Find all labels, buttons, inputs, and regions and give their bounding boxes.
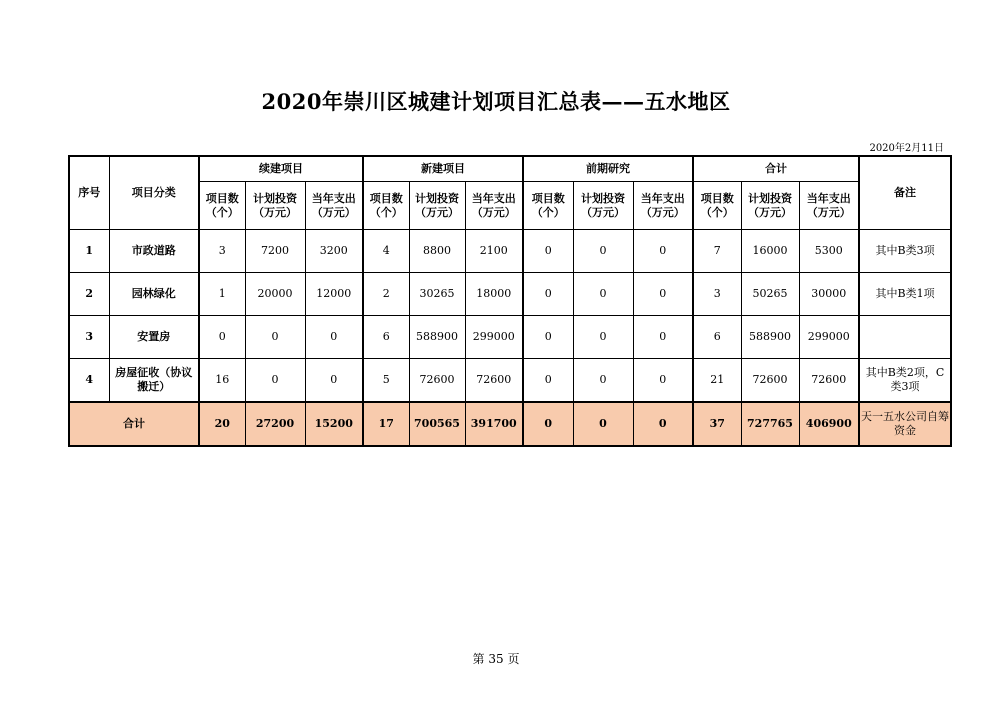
- row-value: 0: [633, 359, 693, 403]
- row-remark: [859, 316, 951, 359]
- row-value: 16000: [741, 230, 799, 273]
- row-value: 0: [573, 273, 633, 316]
- row-value: 72600: [465, 359, 523, 403]
- row-value: 12000: [305, 273, 363, 316]
- row-value: 0: [199, 316, 245, 359]
- row-value: 72600: [799, 359, 859, 403]
- group-header-continuing: 续建项目: [199, 156, 363, 182]
- sub-header-count: 项目数（个）: [199, 182, 245, 230]
- row-value: 5: [363, 359, 409, 403]
- sub-header-spend: 当年支出（万元）: [799, 182, 859, 230]
- row-category: 房屋征收（协议搬迁）: [109, 359, 199, 403]
- total-label: 合计: [69, 402, 199, 446]
- sub-header-plan: 计划投资（万元）: [245, 182, 305, 230]
- total-value: 727765: [741, 402, 799, 446]
- table-row: [69, 359, 951, 403]
- row-seq: 2: [69, 273, 109, 316]
- total-value: 700565: [409, 402, 465, 446]
- total-value: 0: [633, 402, 693, 446]
- row-value: 5300: [799, 230, 859, 273]
- row-value: 7200: [245, 230, 305, 273]
- summary-table: [68, 155, 952, 447]
- table-row: [69, 273, 951, 316]
- total-value: 20: [199, 402, 245, 446]
- row-category: 园林绿化: [109, 273, 199, 316]
- row-value: 7: [693, 230, 741, 273]
- total-value: 0: [573, 402, 633, 446]
- sub-header-spend: 当年支出（万元）: [305, 182, 363, 230]
- row-value: 0: [305, 359, 363, 403]
- row-value: 4: [363, 230, 409, 273]
- row-value: 16: [199, 359, 245, 403]
- header-row-groups: [69, 156, 951, 182]
- report-date: 2020年2月11日: [869, 143, 944, 154]
- row-value: 6: [363, 316, 409, 359]
- row-value: 72600: [741, 359, 799, 403]
- sub-header-plan: 计划投资（万元）: [573, 182, 633, 230]
- sub-header-spend: 当年支出（万元）: [465, 182, 523, 230]
- row-value: 1: [199, 273, 245, 316]
- seq-header: 序号: [69, 156, 109, 230]
- row-value: 0: [573, 359, 633, 403]
- row-seq: 4: [69, 359, 109, 403]
- row-value: 2: [363, 273, 409, 316]
- group-header-new: 新建项目: [363, 156, 523, 182]
- sub-header-plan: 计划投资（万元）: [741, 182, 799, 230]
- row-value: 3200: [305, 230, 363, 273]
- row-value: 0: [245, 316, 305, 359]
- row-value: 2100: [465, 230, 523, 273]
- page-title: 2020年崇川区城建计划项目汇总表——五水地区: [261, 89, 731, 114]
- row-value: 3: [693, 273, 741, 316]
- sub-header-count: 项目数（个）: [693, 182, 741, 230]
- row-value: 588900: [741, 316, 799, 359]
- row-value: 50265: [741, 273, 799, 316]
- row-value: 0: [523, 230, 573, 273]
- total-value: 37: [693, 402, 741, 446]
- row-value: 0: [523, 316, 573, 359]
- header-row-sub: [69, 182, 951, 230]
- row-value: 0: [245, 359, 305, 403]
- row-value: 8800: [409, 230, 465, 273]
- row-value: 0: [633, 273, 693, 316]
- row-value: 0: [573, 316, 633, 359]
- row-value: 0: [305, 316, 363, 359]
- sub-header-count: 项目数（个）: [523, 182, 573, 230]
- total-value: 15200: [305, 402, 363, 446]
- row-value: 21: [693, 359, 741, 403]
- row-value: 6: [693, 316, 741, 359]
- group-header-total: 合计: [693, 156, 859, 182]
- row-category: 安置房: [109, 316, 199, 359]
- sub-header-spend: 当年支出（万元）: [633, 182, 693, 230]
- row-value: 0: [633, 230, 693, 273]
- row-value: 3: [199, 230, 245, 273]
- total-row: [69, 402, 951, 446]
- row-category: 市政道路: [109, 230, 199, 273]
- row-seq: 3: [69, 316, 109, 359]
- row-remark: 其中B类1项: [859, 273, 951, 316]
- total-remark: 天一五水公司自筹资金: [859, 402, 951, 446]
- table-row: [69, 230, 951, 273]
- total-value: 0: [523, 402, 573, 446]
- row-value: 20000: [245, 273, 305, 316]
- remark-header: 备注: [859, 156, 951, 230]
- row-value: 0: [523, 273, 573, 316]
- row-value: 299000: [465, 316, 523, 359]
- row-seq: 1: [69, 230, 109, 273]
- row-value: 0: [523, 359, 573, 403]
- row-remark: 其中B类2项，C类3项: [859, 359, 951, 403]
- total-value: 17: [363, 402, 409, 446]
- total-value: 391700: [465, 402, 523, 446]
- total-value: 406900: [799, 402, 859, 446]
- table-row: [69, 316, 951, 359]
- row-value: 30265: [409, 273, 465, 316]
- row-value: 18000: [465, 273, 523, 316]
- sub-header-count: 项目数（个）: [363, 182, 409, 230]
- row-value: 588900: [409, 316, 465, 359]
- row-value: 30000: [799, 273, 859, 316]
- page-number: 第 35 页: [472, 652, 520, 666]
- row-value: 0: [573, 230, 633, 273]
- group-header-preliminary: 前期研究: [523, 156, 693, 182]
- total-value: 27200: [245, 402, 305, 446]
- row-value: 299000: [799, 316, 859, 359]
- sub-header-plan: 计划投资（万元）: [409, 182, 465, 230]
- row-remark: 其中B类3项: [859, 230, 951, 273]
- category-header: 项目分类: [109, 156, 199, 230]
- row-value: 72600: [409, 359, 465, 403]
- row-value: 0: [633, 316, 693, 359]
